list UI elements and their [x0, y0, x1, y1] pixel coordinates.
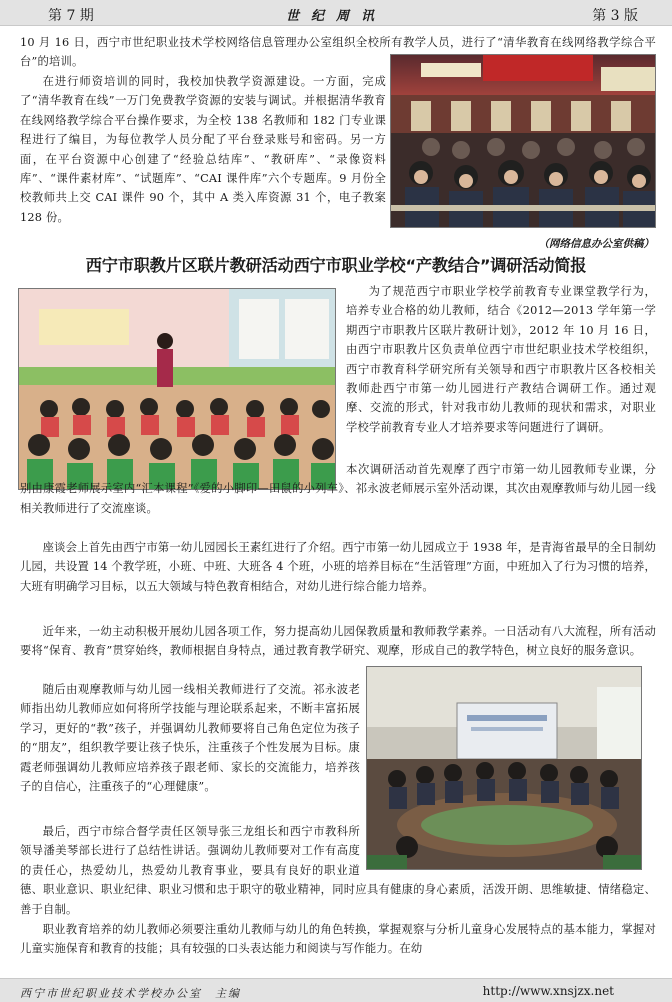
- page-header: [0, 0, 672, 26]
- issue-number: 第 7 期: [48, 8, 94, 24]
- article1-para1: 10 月 16 日，西宁市世纪职业技术学校网络信息管理办公室组织全校所有教学人员，进行了“清华教育在线网络教学综合平台”的培训。: [20, 36, 656, 69]
- article1-credit: （网络信息办公室供稿）: [538, 238, 654, 250]
- photo-float-spacer: [360, 822, 656, 868]
- article2-para2: 本次调研活动首先观摩了西宁市第一幼儿园教师专业课，分别由康霞老师展示室内“汇本课程”《爱的小脚印—田鼠的小列车》、祁永波老师展示室外活动课，其次由观摩教师与幼儿园一线相关教师进行了交流座谈。: [20, 463, 656, 515]
- article2-para4: 近年来，一幼主动积极开展幼儿园各项工作，努力提高幼儿园保教质量和教师教学素养。一日活动有八大流程，所有活动要将“保育、教育”贯穿始终，教师根据自身特点，通过教育教学研究、观摩，形成自己的教学特色，树立良好的服务意识。: [20, 625, 656, 658]
- article2-headline: 西宁市职教片区联片教研活动西宁市职业学校“产教结合”调研活动简报: [85, 256, 587, 275]
- article2-para6: [20, 822, 656, 919]
- article2-para1: 为了规范西宁市职业学校学前教育专业课堂教学行为，培养专业合格的幼儿教师，结合《2012—2013 学年第一学期西宁市职教片区联片教研计划》，2012 年 10 月 16 日，由西宁市职教片区负责单位西宁市世纪职业技术学校组织，西宁市教育科学研究所有关领导和西宁市职教片区各校相关教师赴西宁市第一幼儿园进行产教结合调研工作。通过观摩、交流的形式，针对我市幼儿教师的现状和需求，对职业学校学前教育专业人才培养要求等问题进行了调研。: [346, 285, 656, 434]
- page-footer: [0, 978, 672, 1002]
- article2-para7: 职业教育培养的幼儿教师必须要注重幼儿教师与幼儿的角色转换，掌握观察与分析儿童身心发展特点的基本能力，掌握对儿童实施保育和教育的技能；具有较强的口头表达能力和阅读与写作能力。在幼: [20, 923, 656, 956]
- article1-para2: 在进行师资培训的同时，我校加快教学资源建设。一方面，完成了“清华教育在线”一万门免费教学资源的安装与调试。并根据清华教育在线网络教学综合平台操作要求，为全校 138 名教师和 182 门专业课程进行了编目，为每位教学人员分配了平台登录账号和密码。另一方面，在平台资源中心创建了“经验总结库”、“教研库”、“录像资料库”、“课件素材库”、“试题库”、“CAI 课件库”六个专题库。9 月份全校教师共上交 CAI 课件 90 个，其中 A 类入库资源 31 个，电子教案 128 份。: [20, 75, 386, 224]
- page-number: 第 3 版: [592, 8, 638, 24]
- website-link[interactable]: http://www.xnsjzx.net: [482, 984, 614, 998]
- newsletter-name: 世纪周讯: [285, 9, 386, 24]
- training-meeting-photo: [390, 54, 656, 228]
- article2-para5: 随后由观摩教师与幼儿园一线相关教师进行了交流。祁永波老师指出幼儿教师应如何将所学技能与理论联系起来，不断丰富拓展学习，更好的“教”孩子，并强调幼儿教师要将自己角色定位为孩子的“朋友”，组织教学要让孩子快乐，注重孩子个性发展为目标。康霞老师强调幼儿教师应培养孩子跟老师、家长的交流能力，培养孩子的自信心，注重孩子的“心理健康”。: [20, 683, 360, 794]
- editor-office: 西宁市世纪职业技术学校办公室 主编: [20, 987, 241, 1000]
- article2-para3: 座谈会上首先由西宁市第一幼儿园园长王素红进行了介绍。西宁市第一幼儿园成立于 1938 年，是青海省最早的全日制幼儿园，共设置 14 个教学班，小班、中班、大班各 4 个班，小班的培养目标在“生活管理”方面，中班加入了行为习惯的培养，大班有明确学习目标，以五大领域与特色教育相结合，对幼儿进行综合能力培养。: [20, 541, 656, 593]
- article2-para6-text: 最后，西宁市综合督学责任区领导张三龙组长和西宁市教科所领导潘美琴部长进行了总结性讲话。强调幼儿教师要对工作有高度的责任心，热爱幼儿，热爱幼儿教育事业，要具有良好的职业道德、职业意识、职业纪律、职业习惯和忠于职守的敬业精神，同时应具有健康的身心素质，活泼开朗、思维敏捷、情绪稳定、善于自制。: [20, 825, 656, 916]
